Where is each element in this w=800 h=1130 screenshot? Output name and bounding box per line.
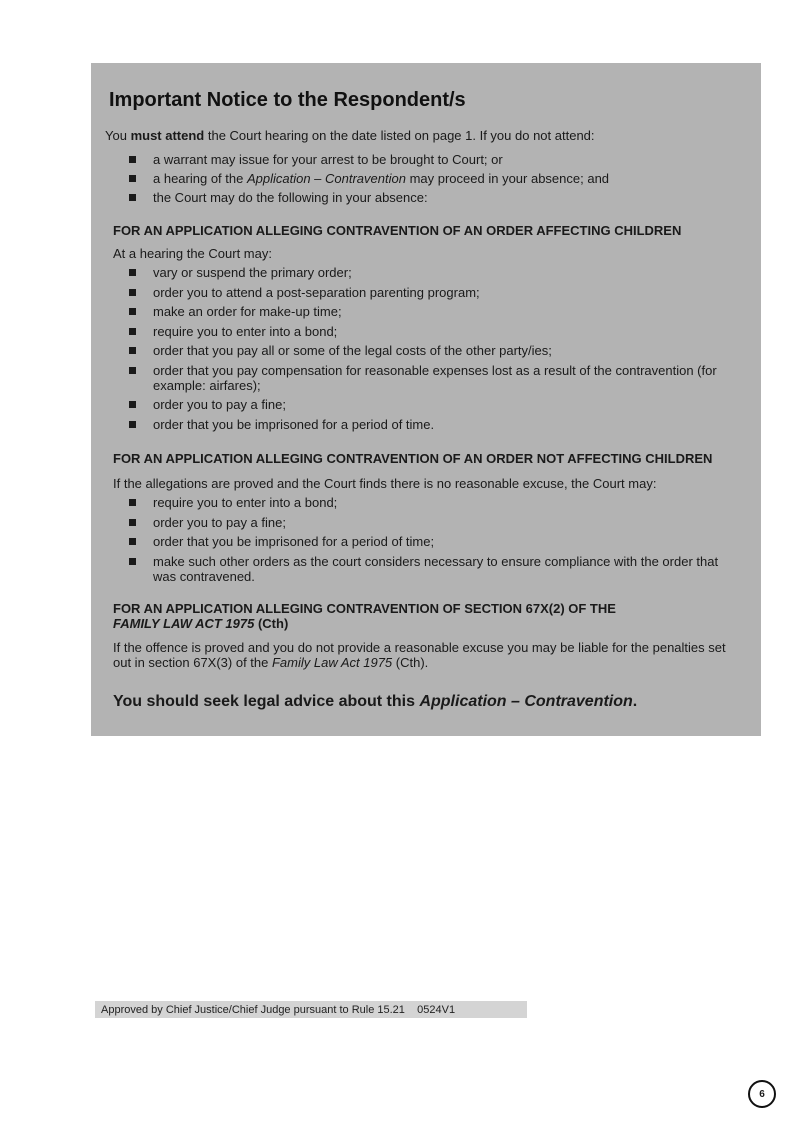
list-item: order you to attend a post-separation parenting program; xyxy=(91,285,743,300)
body-post: (Cth). xyxy=(392,655,429,670)
heading-pre: FOR AN APPLICATION ALLEGING CONTRAVENTION OF AN ORDER xyxy=(113,451,537,466)
list-item: make such other orders as the court considers necessary to ensure compliance with the order that was contravened. xyxy=(91,554,743,584)
legal-advice-notice xyxy=(113,693,637,711)
approval-text: Approved by Chief Justice/Chief Judge pursuant to Rule 15.21 0524V1 xyxy=(101,1004,456,1016)
list-item: vary or suspend the primary order; xyxy=(91,265,743,280)
heading-post: AFFECTING CHILDREN xyxy=(564,451,713,466)
not-children-orders-list xyxy=(91,495,743,588)
closing-pre: You should seek legal advice about this xyxy=(113,693,420,710)
list-item: require you to enter into a bond; xyxy=(91,495,743,510)
section-heading-children: FOR AN APPLICATION ALLEGING CONTRAVENTION OF AN ORDER AFFECTING CHILDREN xyxy=(113,223,682,238)
section-heading-not-children xyxy=(113,451,712,466)
list-item: order you to pay a fine; xyxy=(91,515,743,530)
closing-italic: Application – Contravention xyxy=(419,693,633,710)
attend-consequences-list xyxy=(91,152,693,209)
intro-post: the Court hearing on the date listed on page 1. If you do not attend: xyxy=(204,128,595,143)
list-item-text-italic: Application – Contravention xyxy=(246,171,406,186)
list-item xyxy=(91,152,693,167)
important-notice-box xyxy=(91,63,761,736)
heading-tail: (Cth) xyxy=(254,616,289,631)
page-number: 6 xyxy=(748,1080,776,1108)
list-item: order that you be imprisoned for a period of time; xyxy=(91,534,743,549)
section-body-67x xyxy=(113,640,733,670)
list-item: require you to enter into a bond; xyxy=(91,324,743,339)
heading-line1: FOR AN APPLICATION ALLEGING CONTRAVENTION OF SECTION 67X(2) OF THE xyxy=(113,601,616,616)
list-item: order that you pay compensation for reasonable expenses lost as a result of the contravention (for example: airfares); xyxy=(91,363,743,393)
section-heading-67x xyxy=(113,601,616,631)
intro-pre: You xyxy=(105,128,131,143)
children-orders-list xyxy=(91,265,743,436)
heading-italic: FAMILY LAW ACT 1975 xyxy=(113,616,255,631)
list-item: make an order for make-up time; xyxy=(91,304,743,319)
approval-footer xyxy=(95,1001,527,1018)
body-pre: If the offence is proved and you do not provide a reasonable excuse you may be liable for the penalties set out in section 67X(3) of the xyxy=(113,640,726,670)
list-item-text-post: may proceed in your absence; and xyxy=(405,171,610,186)
list-item: order you to pay a fine; xyxy=(91,397,743,412)
notice-intro xyxy=(105,128,595,143)
section-lead-children: At a hearing the Court may: xyxy=(113,246,272,261)
section-lead-not-children: If the allegations are proved and the Court finds there is no reasonable excuse, the Court may: xyxy=(113,476,657,491)
list-item-text: the Court may do the following in your absence: xyxy=(153,190,428,205)
heading-not: NOT xyxy=(536,451,565,466)
notice-title: Important Notice to the Respondent/s xyxy=(109,89,466,111)
closing-post: . xyxy=(632,693,638,710)
list-item-text-pre: a hearing of the xyxy=(153,171,247,186)
list-item: order that you be imprisoned for a period of time. xyxy=(91,417,743,432)
list-item-text: a warrant may issue for your arrest to be brought to Court; or xyxy=(153,152,503,167)
intro-must-attend: must attend xyxy=(130,128,205,143)
list-item xyxy=(91,190,693,205)
body-italic: Family Law Act 1975 xyxy=(271,655,393,670)
list-item: order that you pay all or some of the legal costs of the other party/ies; xyxy=(91,343,743,358)
list-item xyxy=(91,171,693,186)
